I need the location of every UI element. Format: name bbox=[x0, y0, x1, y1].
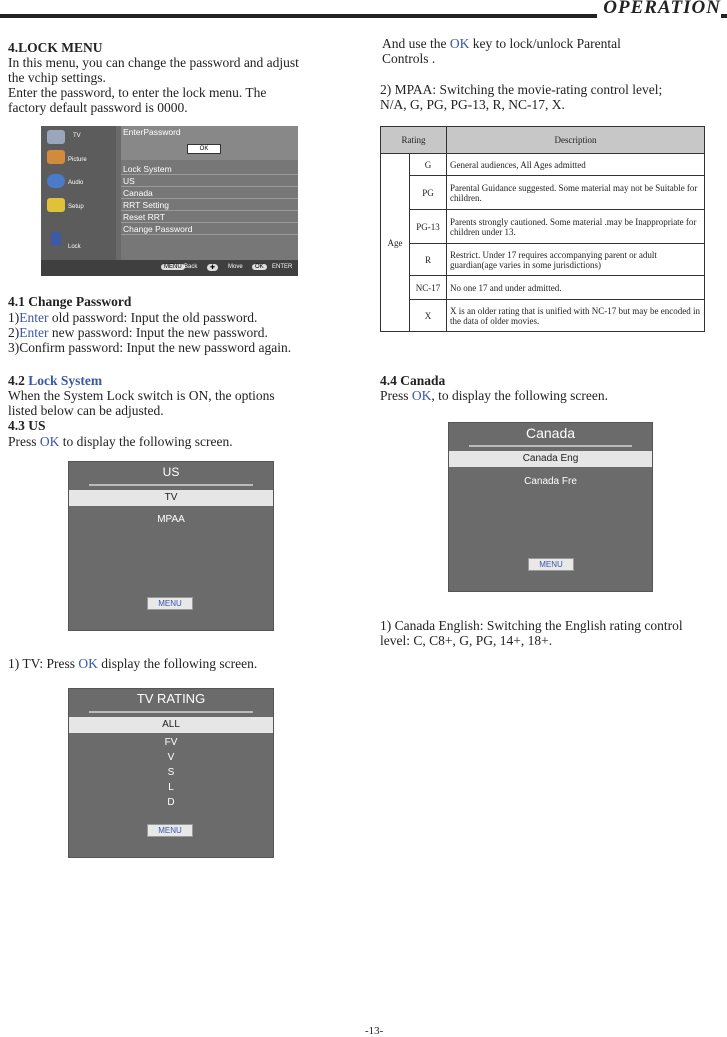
intro-text-2: Controls . bbox=[382, 51, 436, 66]
setup-star-icon bbox=[47, 198, 65, 212]
table-header-description: Description bbox=[447, 127, 705, 154]
rating-item-fv[interactable]: FV bbox=[164, 737, 178, 748]
sidebar-item-audio[interactable]: Audio bbox=[68, 180, 84, 186]
page-header-title: OPERATION bbox=[597, 0, 721, 19]
lock-menu-sidebar bbox=[41, 126, 116, 260]
lock-menu-text-1: In this menu, you can change the password and adjust bbox=[8, 55, 299, 70]
mpaa-text-2: N/A, G, PG, PG-13, R, NC-17, X. bbox=[380, 97, 565, 112]
rating-pg13-desc: Parents strongly cautioned. Some material .may be Inappropriate for children under 13. bbox=[447, 210, 705, 244]
menu-item-reset-rrt[interactable]: Reset RRT bbox=[123, 212, 165, 222]
menu-item-us[interactable]: US bbox=[123, 176, 135, 186]
rating-g: G bbox=[410, 154, 447, 176]
change-password-step-1: 1)Enter old password: Input the old password. bbox=[8, 310, 258, 325]
sidebar-item-picture[interactable]: Picture bbox=[68, 157, 87, 163]
canada-heading: 4.4 Canada bbox=[380, 373, 446, 388]
menu-button[interactable]: MENU bbox=[528, 558, 574, 571]
lock-icon bbox=[51, 232, 61, 246]
canada-item-eng[interactable]: Canada Eng bbox=[449, 451, 652, 467]
intro-text-1: And use the OK key to lock/unlock Parental bbox=[382, 36, 621, 51]
tv-rating-screen bbox=[68, 688, 274, 858]
us-screen bbox=[68, 461, 274, 631]
enter-hint: ENTER bbox=[272, 264, 293, 270]
change-password-heading: 4.1 Change Password bbox=[8, 294, 132, 309]
tv-instruction: 1) TV: Press OK display the following screen. bbox=[8, 656, 258, 671]
move-hint: Move bbox=[228, 264, 243, 270]
rating-nc17-desc: No one 17 and under admitted. bbox=[447, 276, 705, 300]
rating-item-l[interactable]: L bbox=[168, 782, 174, 793]
rating-item-v[interactable]: V bbox=[167, 752, 175, 763]
change-password-step-2: 2)Enter new password: Input the new password. bbox=[8, 325, 268, 340]
menu-button[interactable]: MENU bbox=[147, 824, 193, 837]
canada-english-text-2: level: C, C8+, G, PG, 14+, 18+. bbox=[380, 633, 553, 648]
lock-menu-text-2: the vchip settings. bbox=[8, 70, 106, 85]
ok-button[interactable]: OK bbox=[187, 144, 221, 154]
tv-icon bbox=[47, 130, 65, 144]
lock-menu-heading: 4.LOCK MENU bbox=[8, 40, 103, 55]
rating-nc17: NC-17 bbox=[410, 276, 447, 300]
rating-x-desc: X is an older rating that is unified with NC-17 but may be encoded in the data of older movies. bbox=[447, 300, 705, 332]
rating-x: X bbox=[410, 300, 447, 332]
back-hint: Back bbox=[184, 264, 198, 270]
menu-item-rrt-setting[interactable]: RRT Setting bbox=[123, 200, 169, 210]
rating-r-desc: Restrict. Under 17 requires accompanying parent or adult guardian(age varies in some jurisdictions) bbox=[447, 244, 705, 276]
move-arrows-icon: ✚ bbox=[207, 264, 218, 271]
us-item-tv[interactable]: TV bbox=[69, 490, 273, 506]
menu-item-canada[interactable]: Canada bbox=[123, 188, 153, 198]
enter-password-label: EnterPassword bbox=[123, 127, 181, 137]
sidebar-item-setup[interactable]: Setup bbox=[68, 204, 84, 210]
password-panel bbox=[121, 126, 298, 160]
us-instruction: Press OK to display the following screen. bbox=[8, 434, 233, 449]
mpaa-rating-table bbox=[380, 126, 705, 332]
menu-item-lock-system[interactable]: Lock System bbox=[123, 164, 172, 174]
mpaa-text-1: 2) MPAA: Switching the movie-rating control level; bbox=[380, 82, 663, 97]
menu-button[interactable]: MENU bbox=[147, 597, 193, 610]
audio-icon bbox=[47, 174, 65, 188]
us-item-mpaa[interactable]: MPAA bbox=[157, 514, 185, 525]
canada-screen-title: Canada bbox=[525, 425, 576, 441]
table-header-rating: Rating bbox=[381, 127, 447, 154]
lock-menu-text-4: factory default password is 0000. bbox=[8, 100, 188, 115]
sidebar-item-tv[interactable]: TV bbox=[73, 133, 81, 139]
menu-item-change-password[interactable]: Change Password bbox=[123, 224, 193, 234]
sidebar-item-lock[interactable]: Lock bbox=[68, 244, 81, 250]
rating-pg-desc: Parental Guidance suggested. Some material may not be Suitable for children. bbox=[447, 176, 705, 210]
rating-g-desc: General audiences, All Ages admitted bbox=[447, 154, 705, 176]
canada-screen bbox=[448, 422, 653, 592]
us-heading: 4.3 US bbox=[8, 418, 46, 433]
change-password-step-3: 3)Confirm password: Input the new password again. bbox=[8, 340, 292, 355]
rating-pg: PG bbox=[410, 176, 447, 210]
lock-menu-screen bbox=[41, 126, 298, 276]
lock-menu-text-3: Enter the password, to enter the lock menu. The bbox=[8, 85, 267, 100]
lock-menu-main bbox=[121, 126, 298, 260]
lock-system-text-2: listed below can be adjusted. bbox=[8, 403, 164, 418]
canada-instruction: Press OK, to display the following screen. bbox=[380, 388, 608, 403]
menu-key: MENU bbox=[161, 264, 185, 270]
rating-r: R bbox=[410, 244, 447, 276]
lock-menu-footer bbox=[41, 260, 298, 276]
lock-system-text-1: When the System Lock switch is ON, the options bbox=[8, 388, 275, 403]
rating-pg13: PG-13 bbox=[410, 210, 447, 244]
age-label: Age bbox=[381, 154, 410, 332]
rating-item-all[interactable]: ALL bbox=[69, 717, 273, 733]
tv-rating-title: TV RATING bbox=[136, 691, 206, 706]
lock-system-heading: 4.2 Lock System bbox=[8, 373, 103, 388]
ok-key: OK bbox=[252, 264, 267, 270]
rating-item-d[interactable]: D bbox=[167, 797, 175, 808]
canada-item-fre[interactable]: Canada Fre bbox=[524, 476, 577, 487]
rating-item-s[interactable]: S bbox=[167, 767, 175, 778]
canada-english-text-1: 1) Canada English: Switching the English rating control bbox=[380, 618, 683, 633]
picture-icon bbox=[47, 150, 65, 164]
us-screen-title: US bbox=[162, 465, 180, 479]
page-number: -13- bbox=[365, 1025, 384, 1037]
